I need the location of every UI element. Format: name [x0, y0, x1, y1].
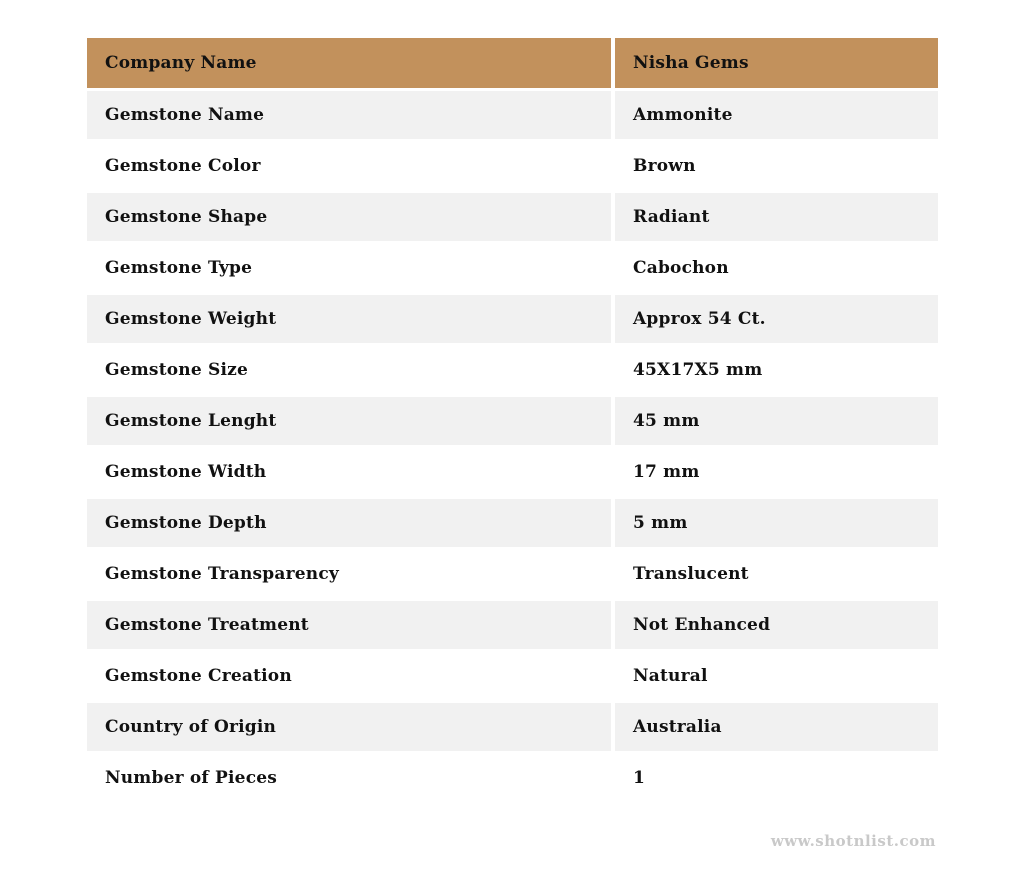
table-row — [87, 703, 938, 751]
row-label: Gemstone Depth — [87, 499, 611, 547]
row-label: Gemstone Name — [87, 91, 611, 139]
row-label: Gemstone Width — [87, 448, 611, 496]
row-label: Gemstone Type — [87, 244, 611, 292]
row-label: Country of Origin — [87, 703, 611, 751]
row-value: Brown — [615, 142, 938, 190]
company-name-value: Nisha Gems — [615, 38, 938, 88]
row-value: Translucent — [615, 550, 938, 598]
table-row — [87, 499, 938, 547]
table-row — [87, 754, 938, 802]
company-name-header: Company Name — [87, 38, 611, 88]
row-value: Natural — [615, 652, 938, 700]
row-value: Ammonite — [615, 91, 938, 139]
gemstone-spec-table — [87, 38, 938, 805]
table-row — [87, 397, 938, 445]
table-row — [87, 448, 938, 496]
row-label: Gemstone Shape — [87, 193, 611, 241]
row-value: Radiant — [615, 193, 938, 241]
row-label: Gemstone Lenght — [87, 397, 611, 445]
row-value: Australia — [615, 703, 938, 751]
table-row — [87, 244, 938, 292]
watermark-text: www.shotnlist.com — [770, 832, 936, 850]
table-row — [87, 652, 938, 700]
row-label: Gemstone Color — [87, 142, 611, 190]
table-row — [87, 346, 938, 394]
table-row — [87, 295, 938, 343]
row-value: 5 mm — [615, 499, 938, 547]
row-value: 17 mm — [615, 448, 938, 496]
row-label: Gemstone Creation — [87, 652, 611, 700]
table-row — [87, 91, 938, 139]
table-row — [87, 550, 938, 598]
row-label: Gemstone Treatment — [87, 601, 611, 649]
table-header-row — [87, 38, 938, 88]
row-value: Approx 54 Ct. — [615, 295, 938, 343]
table-row — [87, 142, 938, 190]
row-value: Cabochon — [615, 244, 938, 292]
table-body — [87, 91, 938, 802]
row-value: 45X17X5 mm — [615, 346, 938, 394]
row-value: 1 — [615, 754, 938, 802]
row-value: Not Enhanced — [615, 601, 938, 649]
row-label: Number of Pieces — [87, 754, 611, 802]
row-label: Gemstone Transparency — [87, 550, 611, 598]
row-value: 45 mm — [615, 397, 938, 445]
table-row — [87, 193, 938, 241]
row-label: Gemstone Size — [87, 346, 611, 394]
table-row — [87, 601, 938, 649]
row-label: Gemstone Weight — [87, 295, 611, 343]
